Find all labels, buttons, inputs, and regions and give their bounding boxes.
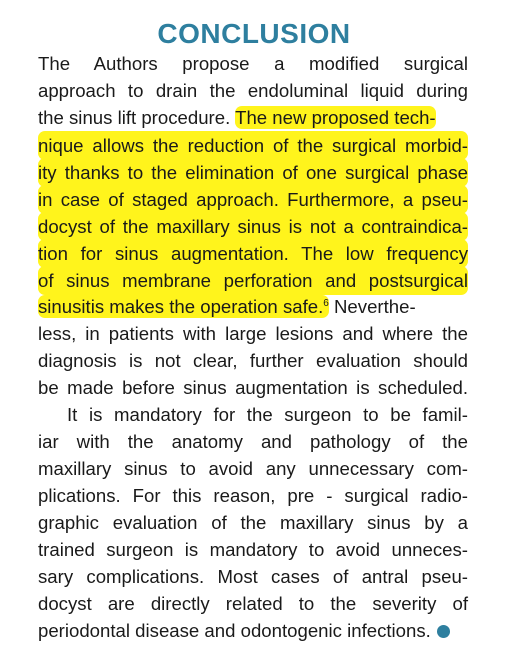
text-line: diagnosis is not clear, further evaluation should — [38, 350, 468, 371]
text-line: maxillary sinus to avoid any unnecessary com- — [38, 458, 468, 479]
section-title: CONCLUSION — [157, 18, 351, 49]
text-line-highlighted: ity thanks to the elimination of one surgical phase — [38, 158, 468, 185]
text-line: iar with the anatomy and pathology of the — [38, 431, 468, 452]
text-line: plications. For this reason, pre - surgical radio- — [38, 485, 468, 506]
highlighted-text: The new proposed tech- — [235, 107, 436, 128]
text-line: graphic evaluation of the maxillary sinus by a — [38, 512, 468, 533]
text-line-highlighted: in case of staged approach. Furthermore, a pseu- — [38, 185, 468, 212]
text-line: docyst are directly related to the severity of — [38, 593, 468, 614]
text-line: sary complications. Most cases of antral pseu- — [38, 566, 468, 587]
text-line: trained surgeon is mandatory to avoid unneces- — [38, 539, 468, 560]
text-line-highlighted: docyst of the maxillary sinus is not a contraindica- — [38, 212, 468, 239]
text-line — [38, 293, 468, 320]
text-line-paragraph-start: It is mandatory for the surgeon to be famil- — [67, 404, 468, 425]
text-line: less, in patients with large lesions and where the — [38, 323, 468, 344]
text-line: be made before sinus augmentation is scheduled. — [38, 377, 468, 398]
text-line-highlighted: tion for sinus augmentation. The low frequency — [38, 239, 468, 266]
plain-text: Neverthe- — [334, 296, 416, 317]
text-line-final: periodontal disease and odontogenic infections. — [38, 617, 468, 644]
plain-text: the sinus lift procedure. — [38, 107, 231, 128]
highlighted-text: sinusitis makes the operation safe.$^6$ — [38, 296, 329, 317]
text-line-highlighted: of sinus membrane perforation and postsurgical — [38, 266, 468, 293]
citation-superscript: 6 — [323, 298, 329, 309]
text-line-highlighted: nique allows the reduction of the surgical morbid- — [38, 131, 468, 158]
end-of-article-dot-icon — [437, 625, 450, 638]
text-line: approach to drain the endoluminal liquid during — [38, 80, 468, 101]
text-line: The Authors propose a modified surgical — [38, 53, 468, 74]
text-line — [38, 104, 468, 131]
